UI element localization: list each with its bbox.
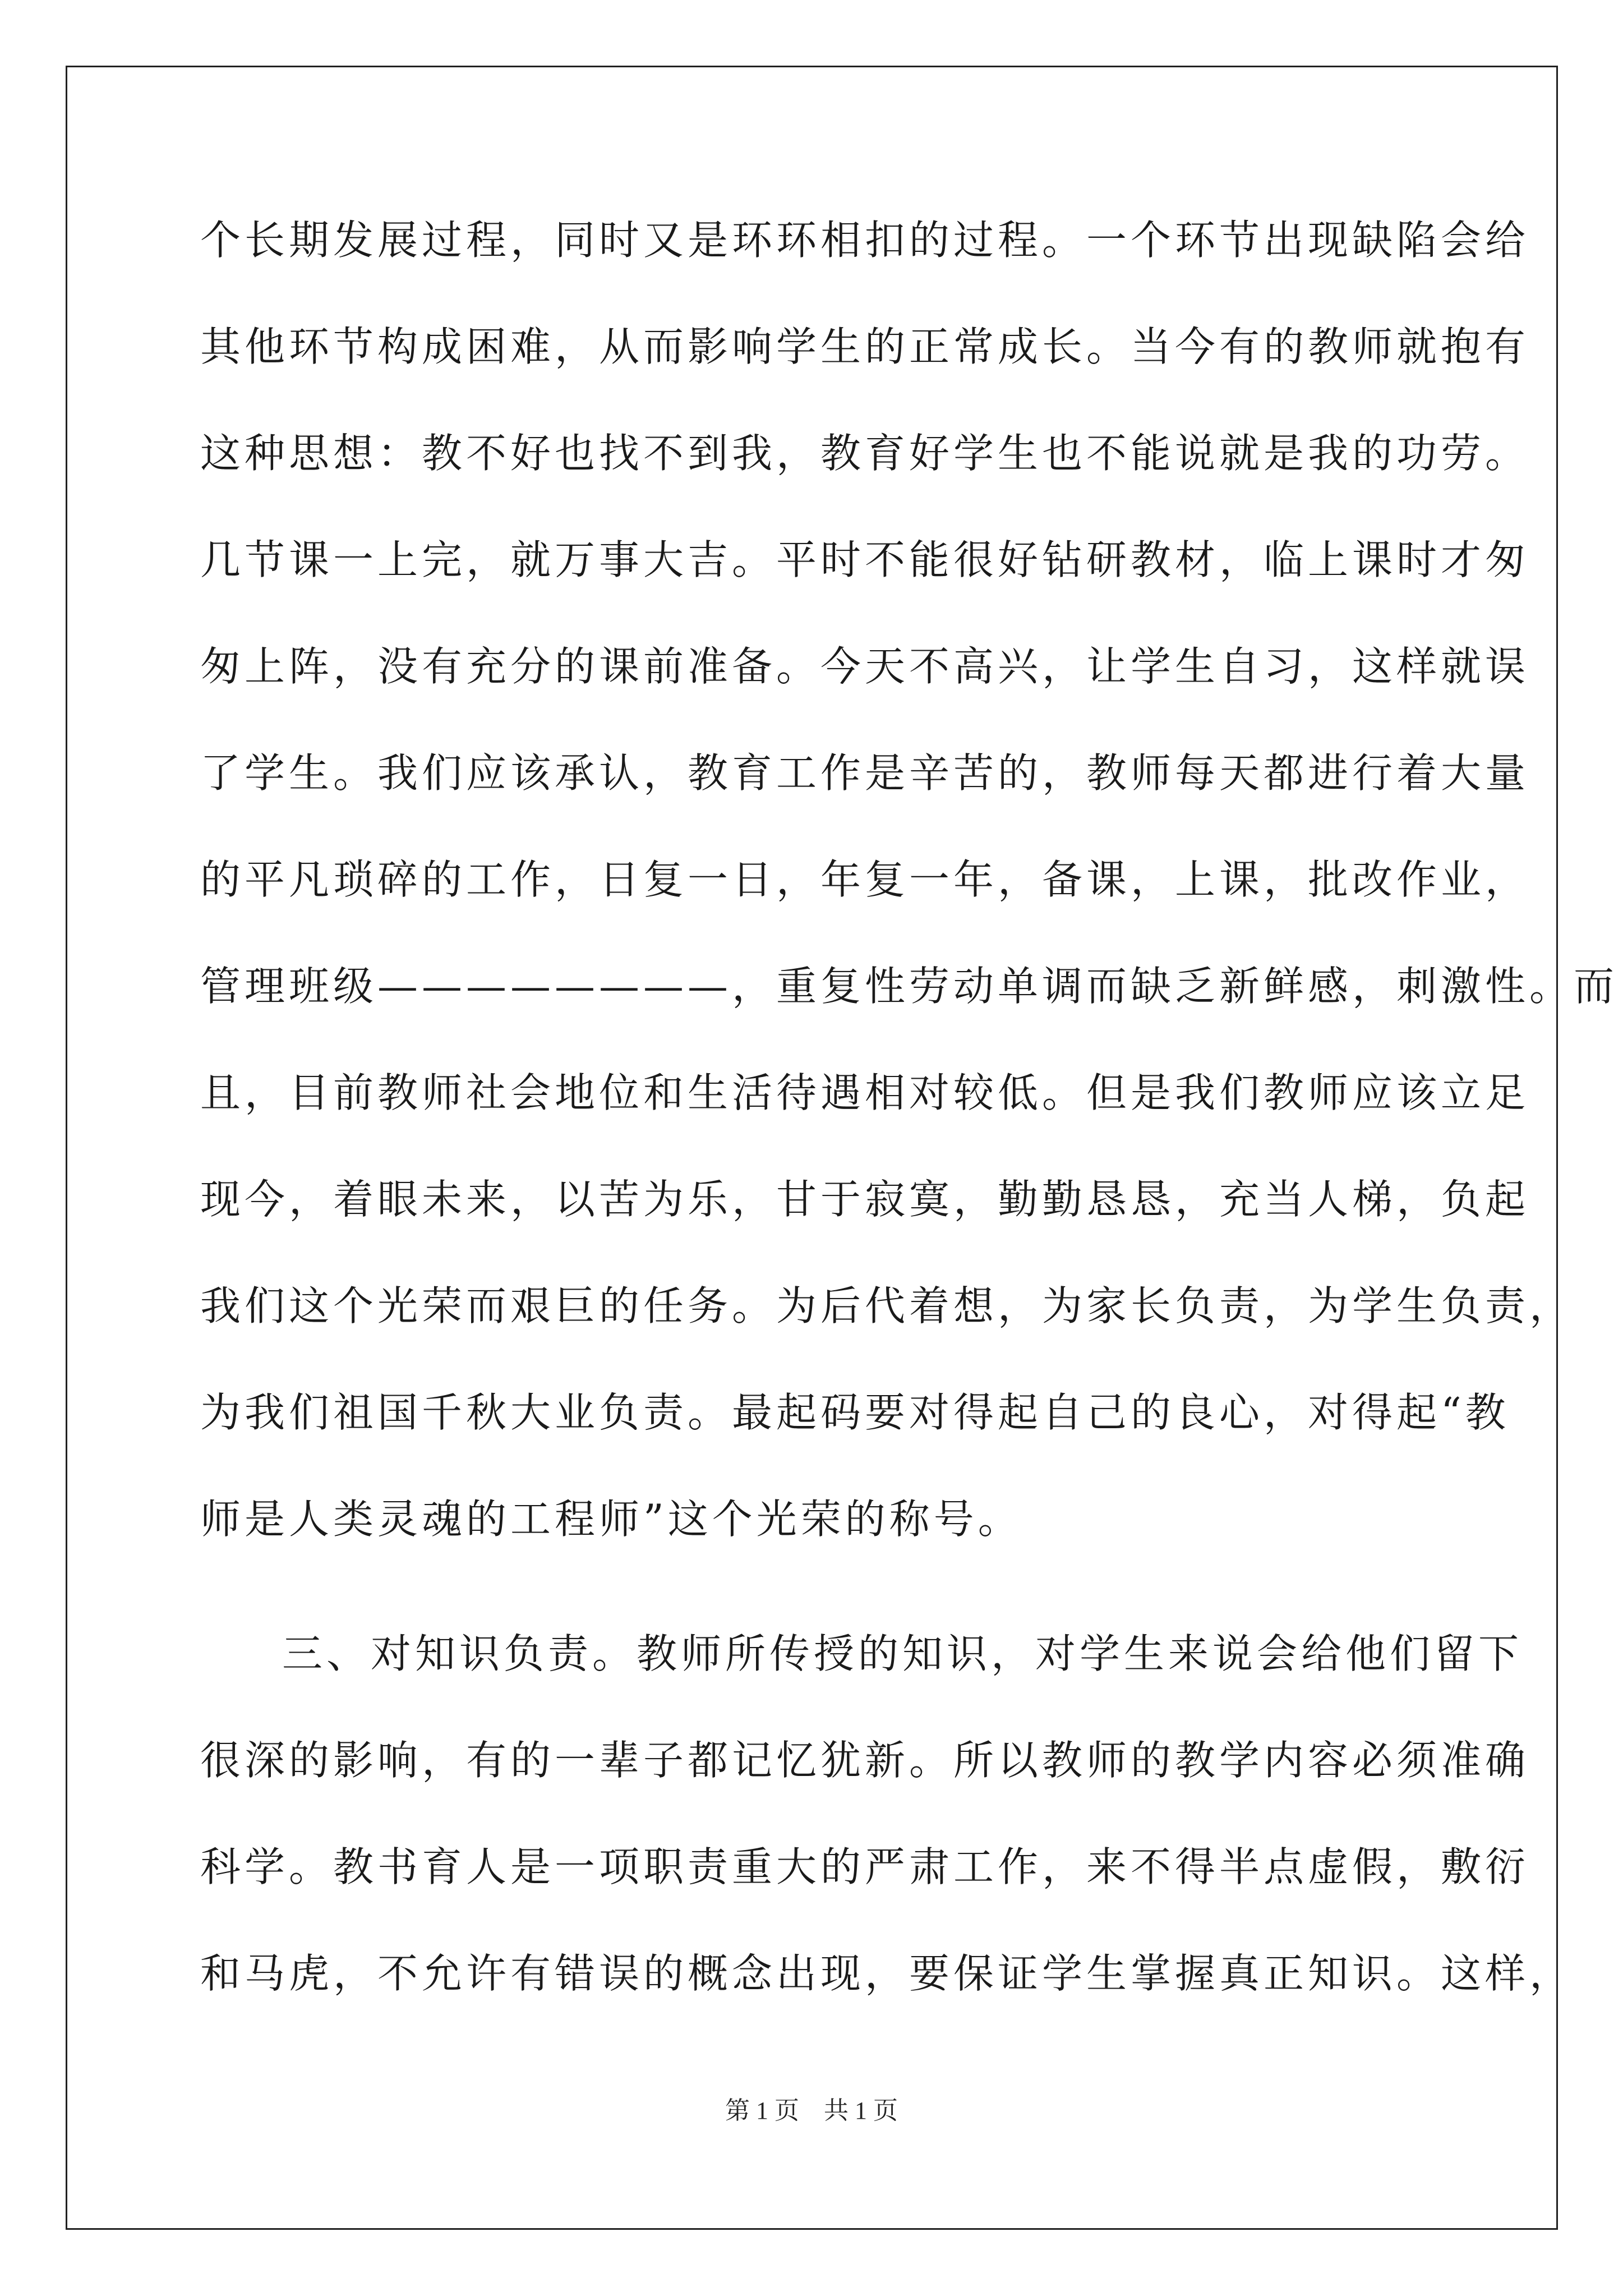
text-line: 科学。教书育人是一项职责重大的严肃工作，来不得半点虚假，敷衍 xyxy=(200,1843,1530,1890)
document-body xyxy=(200,213,1619,2053)
text-line: 师是人类灵魂的工程师”这个光荣的称号。 xyxy=(200,1496,1022,1543)
text-line: 且，目前教师社会地位和生活待遇相对较低。但是我们教师应该立足 xyxy=(200,1069,1530,1116)
paragraph-gap xyxy=(200,1599,1456,1627)
text-line: 几节课一上完，就万事大吉。平时不能很好钻研教材，临上课时才匆 xyxy=(200,536,1530,583)
text-line: 为我们祖国千秋大业负责。最起码要对得起自己的良心，对得起“教 xyxy=(200,1389,1510,1436)
text-line: 现今，着眼未来，以苦为乐，甘于寂寞，勤勤恳恳，充当人梯，负起 xyxy=(200,1176,1530,1223)
text-line: 其他环节构成困难，从而影响学生的正常成长。当今有的教师就抱有 xyxy=(200,323,1530,370)
text-line: 和马虎，不允许有错误的概念出现，要保证学生掌握真正知识。这样， xyxy=(200,1950,1574,1997)
text-line: 了学生。我们应该承认，教育工作是辛苦的，教师每天都进行着大量 xyxy=(200,749,1530,797)
text-line: 这种思想：教不好也找不到我，教育好学生也不能说就是我的功劳。 xyxy=(200,430,1530,477)
text-line: 管理班级————————，重复性劳动单调而缺乏新鲜感，刺激性。而 xyxy=(200,963,1619,1010)
text-line: 我们这个光荣而艰巨的任务。为后代着想，为家长负责，为学生负责， xyxy=(200,1282,1574,1329)
text-line: 个长期发展过程，同时又是环环相扣的过程。一个环节出现缺陷会给 xyxy=(200,217,1530,264)
text-line: 匆上阵，没有充分的课前准备。今天不高兴，让学生自习，这样就误 xyxy=(200,643,1530,690)
page-number-footer: 第 1 页 共 1 页 xyxy=(725,2097,898,2124)
text-line: 的平凡琐碎的工作，日复一日，年复一年，备课，上课，批改作业， xyxy=(200,856,1530,903)
text-line: 三、对知识负责。教师所传授的知识，对学生来说会给他们留下 xyxy=(282,1630,1523,1677)
text-line: 很深的影响，有的一辈子都记忆犹新。所以教师的教学内容必须准确 xyxy=(200,1737,1530,1784)
